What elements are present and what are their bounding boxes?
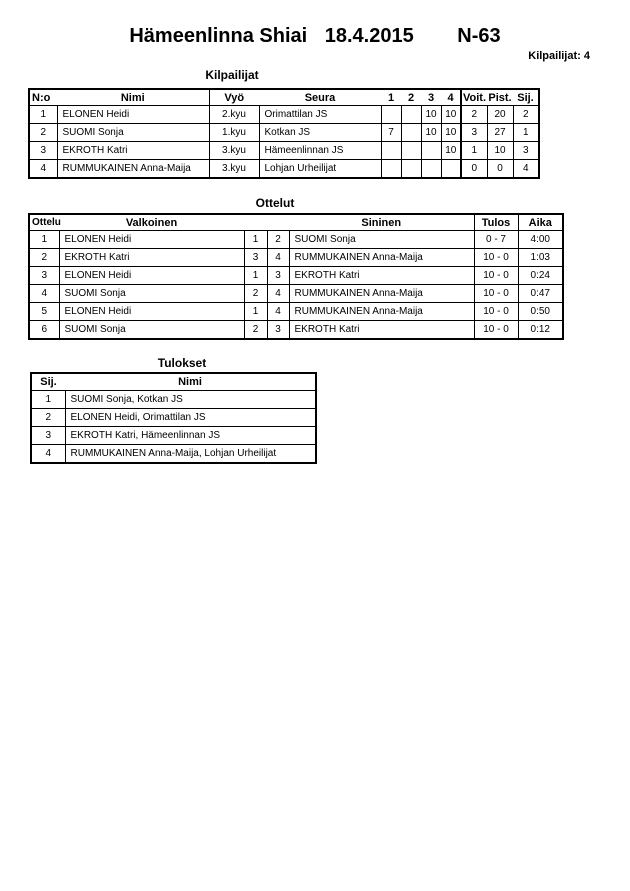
table-row <box>29 142 539 160</box>
cell-score <box>401 160 421 179</box>
cell-no: 3 <box>29 142 57 160</box>
cell-score: 10 <box>441 106 461 124</box>
cell-white-no: 2 <box>244 285 267 303</box>
col-header-white: Valkoinen <box>59 214 244 231</box>
cell-blue-name: SUOMI Sonja <box>289 231 474 249</box>
cell-blue-name: EKROTH Katri <box>289 321 474 340</box>
cell-result: 10 - 0 <box>474 267 518 285</box>
cell-wins: 3 <box>461 124 487 142</box>
cell-result: 10 - 0 <box>474 303 518 321</box>
results-section-title: Tulokset <box>157 356 207 370</box>
cell-blue-no: 3 <box>267 321 289 340</box>
cell-match-no: 3 <box>29 267 59 285</box>
cell-time: 0:47 <box>518 285 563 303</box>
cell-time: 0:24 <box>518 267 563 285</box>
cell-white-name: ELONEN Heidi <box>59 267 244 285</box>
cell-result: 10 - 0 <box>474 321 518 340</box>
cell-blue-name: EKROTH Katri <box>289 267 474 285</box>
cell-match-no: 2 <box>29 249 59 267</box>
cell-no: 4 <box>29 160 57 179</box>
col-header-result: Tulos <box>474 214 518 231</box>
table-row <box>29 231 563 249</box>
table-row <box>29 106 539 124</box>
cell-result: 10 - 0 <box>474 285 518 303</box>
cell-white-no: 3 <box>244 249 267 267</box>
cell-blue-name: RUMMUKAINEN Anna-Maija <box>289 303 474 321</box>
table-header-row <box>29 89 539 106</box>
cell-score <box>381 160 401 179</box>
title-event: Hämeenlinna Shiai <box>129 25 308 47</box>
cell-name: RUMMUKAINEN Anna-Maija <box>57 160 209 179</box>
cell-score <box>421 142 441 160</box>
col-header-place: Sij. <box>513 89 539 106</box>
cell-belt: 3.kyu <box>209 160 259 179</box>
cell-score <box>401 124 421 142</box>
cell-white-no: 1 <box>244 231 267 249</box>
cell-match-no: 4 <box>29 285 59 303</box>
cell-no: 1 <box>29 106 57 124</box>
cell-white-name: ELONEN Heidi <box>59 303 244 321</box>
cell-white-no: 2 <box>244 321 267 340</box>
cell-wins: 1 <box>461 142 487 160</box>
matches-section-title: Ottelut <box>255 196 295 210</box>
cell-score <box>401 106 421 124</box>
cell-score <box>381 106 401 124</box>
cell-club: Kotkan JS <box>259 124 381 142</box>
cell-place: 4 <box>31 445 65 464</box>
cell-blue-no: 4 <box>267 303 289 321</box>
cell-place: 3 <box>513 142 539 160</box>
cell-white-name: ELONEN Heidi <box>59 231 244 249</box>
cell-score <box>381 142 401 160</box>
cell-score: 10 <box>421 124 441 142</box>
matches-table <box>28 213 564 340</box>
col-header-no: N:o <box>29 89 57 106</box>
cell-name: SUOMI Sonja <box>57 124 209 142</box>
cell-time: 1:03 <box>518 249 563 267</box>
col-header-name: Nimi <box>57 89 209 106</box>
cell-blue-no: 2 <box>267 231 289 249</box>
col-header-belt: Vyö <box>209 89 259 106</box>
cell-match-no: 5 <box>29 303 59 321</box>
cell-points: 27 <box>487 124 513 142</box>
cell-wins: 2 <box>461 106 487 124</box>
col-header-round-3: 3 <box>421 89 441 106</box>
table-row <box>31 409 316 427</box>
cell-place: 1 <box>513 124 539 142</box>
cell-score: 10 <box>441 142 461 160</box>
cell-no: 2 <box>29 124 57 142</box>
cell-blue-no: 4 <box>267 249 289 267</box>
table-row <box>29 160 539 179</box>
cell-place: 4 <box>513 160 539 179</box>
table-row <box>29 303 563 321</box>
cell-score <box>401 142 421 160</box>
cell-points: 10 <box>487 142 513 160</box>
cell-time: 0:12 <box>518 321 563 340</box>
cell-score: 7 <box>381 124 401 142</box>
cell-white-name: SUOMI Sonja <box>59 321 244 340</box>
cell-time: 4:00 <box>518 231 563 249</box>
table-row <box>29 124 539 142</box>
competitors-table <box>28 88 540 179</box>
cell-name: EKROTH Katri <box>57 142 209 160</box>
cell-score: 10 <box>421 106 441 124</box>
col-header-time: Aika <box>518 214 563 231</box>
cell-name-club: ELONEN Heidi, Orimattilan JS <box>65 409 316 427</box>
page-title <box>0 25 630 48</box>
cell-place: 1 <box>31 391 65 409</box>
competitors-section-title: Kilpailijat <box>205 68 259 82</box>
cell-belt: 3.kyu <box>209 142 259 160</box>
table-header-row <box>29 214 563 231</box>
cell-white-name: SUOMI Sonja <box>59 285 244 303</box>
table-row <box>29 249 563 267</box>
table-row <box>31 391 316 409</box>
col-header-round-2: 2 <box>401 89 421 106</box>
cell-points: 20 <box>487 106 513 124</box>
cell-score: 10 <box>441 124 461 142</box>
cell-name-club: RUMMUKAINEN Anna-Maija, Lohjan Urheilijat <box>65 445 316 464</box>
cell-blue-name: RUMMUKAINEN Anna-Maija <box>289 285 474 303</box>
title-category: N-63 <box>457 25 501 47</box>
cell-name-club: SUOMI Sonja, Kotkan JS <box>65 391 316 409</box>
cell-place: 3 <box>31 427 65 445</box>
title-date: 18.4.2015 <box>324 25 414 47</box>
table-row <box>31 445 316 464</box>
col-header-points: Pist. <box>487 89 513 106</box>
cell-score <box>441 160 461 179</box>
table-row <box>29 267 563 285</box>
table-row <box>29 321 563 340</box>
cell-club: Lohjan Urheilijat <box>259 160 381 179</box>
cell-wins: 0 <box>461 160 487 179</box>
cell-match-no: 6 <box>29 321 59 340</box>
cell-white-no: 1 <box>244 267 267 285</box>
results-table <box>30 372 317 464</box>
cell-white-name: EKROTH Katri <box>59 249 244 267</box>
cell-belt: 2.kyu <box>209 106 259 124</box>
cell-time: 0:50 <box>518 303 563 321</box>
cell-club: Hämeenlinnan JS <box>259 142 381 160</box>
participants-count: Kilpailijat: 4 <box>528 50 590 62</box>
col-header-wins: Voit. <box>461 89 487 106</box>
col-header-name: Nimi <box>65 373 316 391</box>
cell-white-no: 1 <box>244 303 267 321</box>
col-header-club: Seura <box>259 89 381 106</box>
table-header-row <box>31 373 316 391</box>
cell-blue-no: 3 <box>267 267 289 285</box>
col-header-white-no <box>244 214 267 231</box>
col-header-blue: Sininen <box>289 214 474 231</box>
cell-result: 0 - 7 <box>474 231 518 249</box>
cell-blue-name: RUMMUKAINEN Anna-Maija <box>289 249 474 267</box>
table-row <box>29 285 563 303</box>
table-row <box>31 427 316 445</box>
col-header-place: Sij. <box>31 373 65 391</box>
cell-place: 2 <box>513 106 539 124</box>
col-header-match: Ottelu <box>29 214 59 231</box>
col-header-round-4: 4 <box>441 89 461 106</box>
cell-match-no: 1 <box>29 231 59 249</box>
cell-belt: 1.kyu <box>209 124 259 142</box>
col-header-blue-no <box>267 214 289 231</box>
cell-club: Orimattilan JS <box>259 106 381 124</box>
cell-score <box>421 160 441 179</box>
cell-blue-no: 4 <box>267 285 289 303</box>
cell-result: 10 - 0 <box>474 249 518 267</box>
cell-place: 2 <box>31 409 65 427</box>
col-header-round-1: 1 <box>381 89 401 106</box>
cell-name: ELONEN Heidi <box>57 106 209 124</box>
cell-points: 0 <box>487 160 513 179</box>
cell-name-club: EKROTH Katri, Hämeenlinnan JS <box>65 427 316 445</box>
